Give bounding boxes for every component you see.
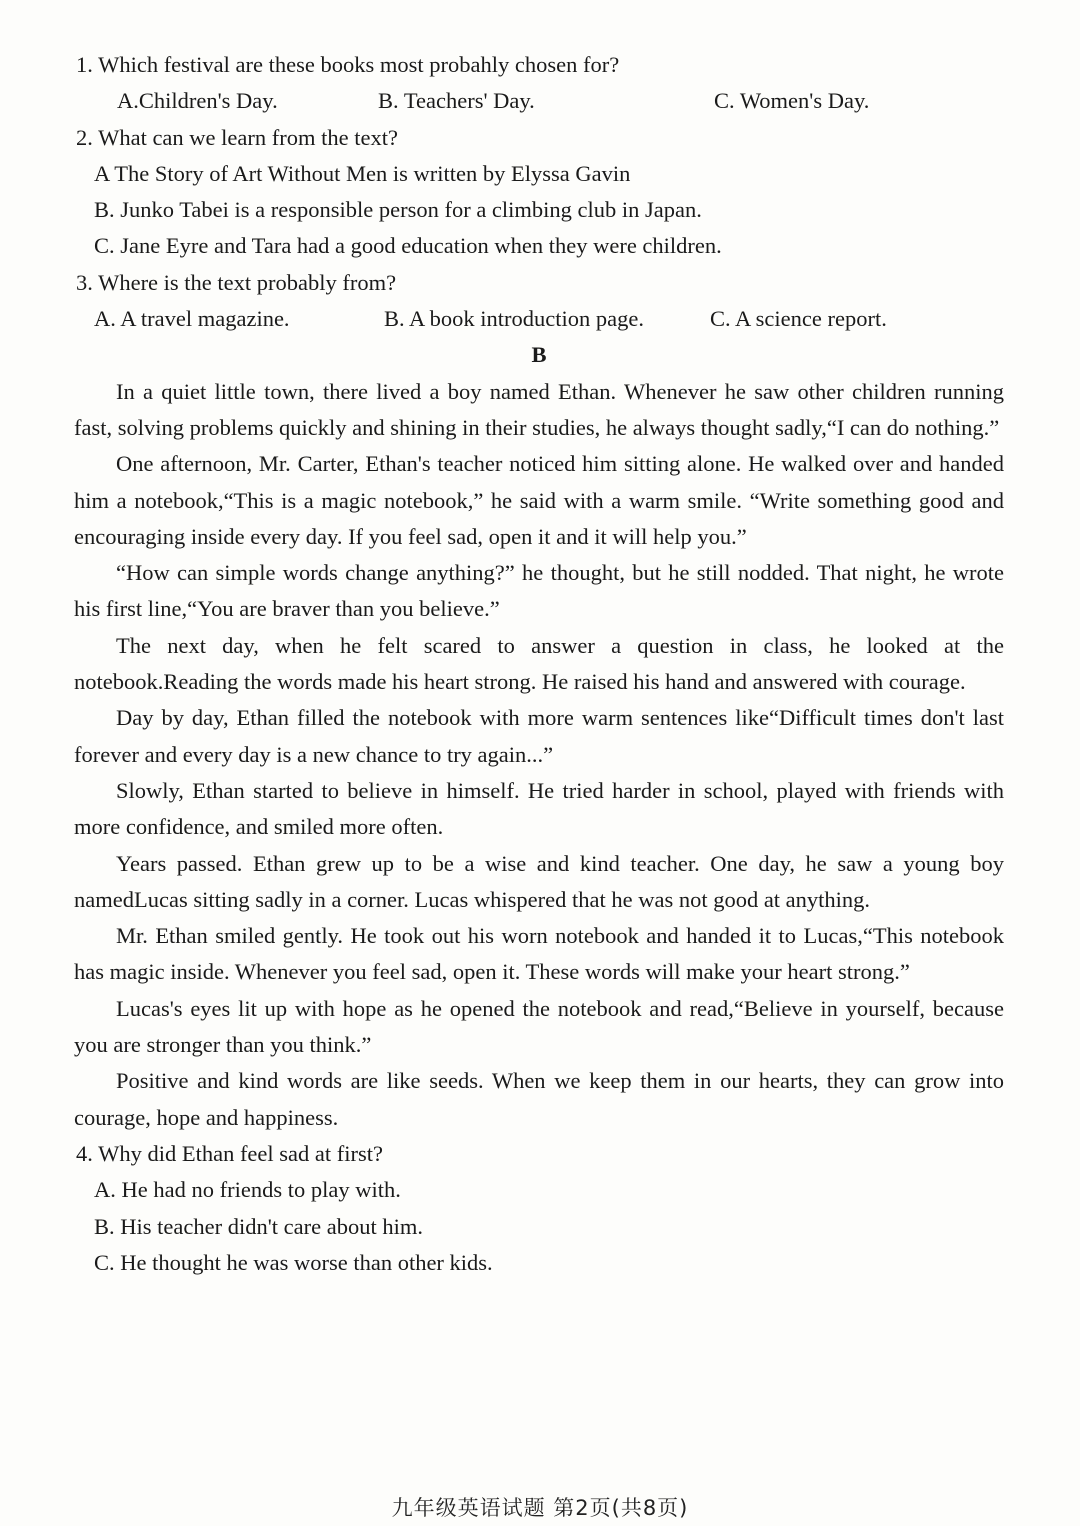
passage-paragraph: “How can simple words change anything?” he thought, but he still nodded. That night, he wrote his first line,“You are braver than you believe.” (74, 560, 1004, 622)
question-1-options (74, 83, 1004, 119)
question-1-option-b: B. Teachers' Day. (378, 88, 535, 114)
question-2-option-a: A The Story of Art Without Men is written by Elyssa Gavin (94, 160, 631, 186)
exam-page-content (74, 47, 1004, 1281)
question-4-option-b: B. His teacher didn't care about him. (94, 1213, 423, 1239)
section-heading: B (531, 342, 547, 368)
passage-paragraph: Day by day, Ethan filled the notebook with more warm sentences like“Difficult times don't last forever and every day is a new chance to try again...” (74, 705, 1004, 767)
question-3-option-a: A. A travel magazine. (94, 306, 290, 332)
page-footer: 九年级英语试题 第2页(共8页) (391, 1496, 689, 1520)
question-2-option-c: C. Jane Eyre and Tara had a good education when they were children. (94, 233, 722, 259)
question-1-option-c: C. Women's Day. (714, 88, 870, 114)
question-4-stem: 4. Why did Ethan feel sad at first? (76, 1140, 383, 1166)
passage-paragraph: One afternoon, Mr. Carter, Ethan's teacher noticed him sitting alone. He walked over and handed him a notebook,“This is a magic notebook,” he said with a warm smile. “Write something good and encouraging inside every day. If you feel sad, open it and it will help you.” (74, 451, 1004, 549)
question-4-option-a: A. He had no friends to play with. (94, 1177, 401, 1203)
question-3-option-c: C. A science report. (710, 306, 887, 332)
question-2-stem: 2. What can we learn from the text? (76, 124, 398, 150)
question-3-stem: 3. Where is the text probably from? (76, 269, 397, 295)
question-3-options (74, 301, 1004, 337)
passage-paragraph: Years passed. Ethan grew up to be a wise and kind teacher. One day, he saw a young boy namedLucas sitting sadly in a corner. Lucas whispered that he was not good at anything. (74, 850, 1004, 912)
passage-paragraph: In a quiet little town, there lived a boy named Ethan. Whenever he saw other children running fast, solving problems quickly and shining in their studies, he always thought sadly,“I can do nothing.” (74, 378, 1004, 440)
question-2-option-b: B. Junko Tabei is a responsible person for a climbing club in Japan. (94, 197, 702, 223)
passage-paragraph: The next day, when he felt scared to answer a question in class, he looked at the notebook.Reading the words made his heart strong. He raised his hand and answered with courage. (74, 632, 1004, 695)
passage-paragraph: Slowly, Ethan started to believe in himself. He tried harder in school, played with friends with more confidence, and smiled more often. (74, 777, 1004, 840)
question-3-option-b: B. A book introduction page. (384, 306, 644, 332)
passage-paragraph: Mr. Ethan smiled gently. He took out his worn notebook and handed it to Lucas,“This notebook has magic inside. Whenever you feel sad, open it. These words will make your heart strong.” (74, 923, 1004, 985)
question-4-option-c: C. He thought he was worse than other kids. (94, 1249, 493, 1275)
passage-paragraph: Lucas's eyes lit up with hope as he opened the notebook and read,“Believe in yourself, because you are stronger than you think.” (74, 995, 1004, 1058)
question-1-option-a: A.Children's Day. (117, 88, 278, 114)
question-1-stem: 1. Which festival are these books most probahly chosen for? (76, 52, 620, 77)
passage-paragraph: Positive and kind words are like seeds. When we keep them in our hearts, they can grow into courage, hope and happiness. (74, 1068, 1004, 1130)
